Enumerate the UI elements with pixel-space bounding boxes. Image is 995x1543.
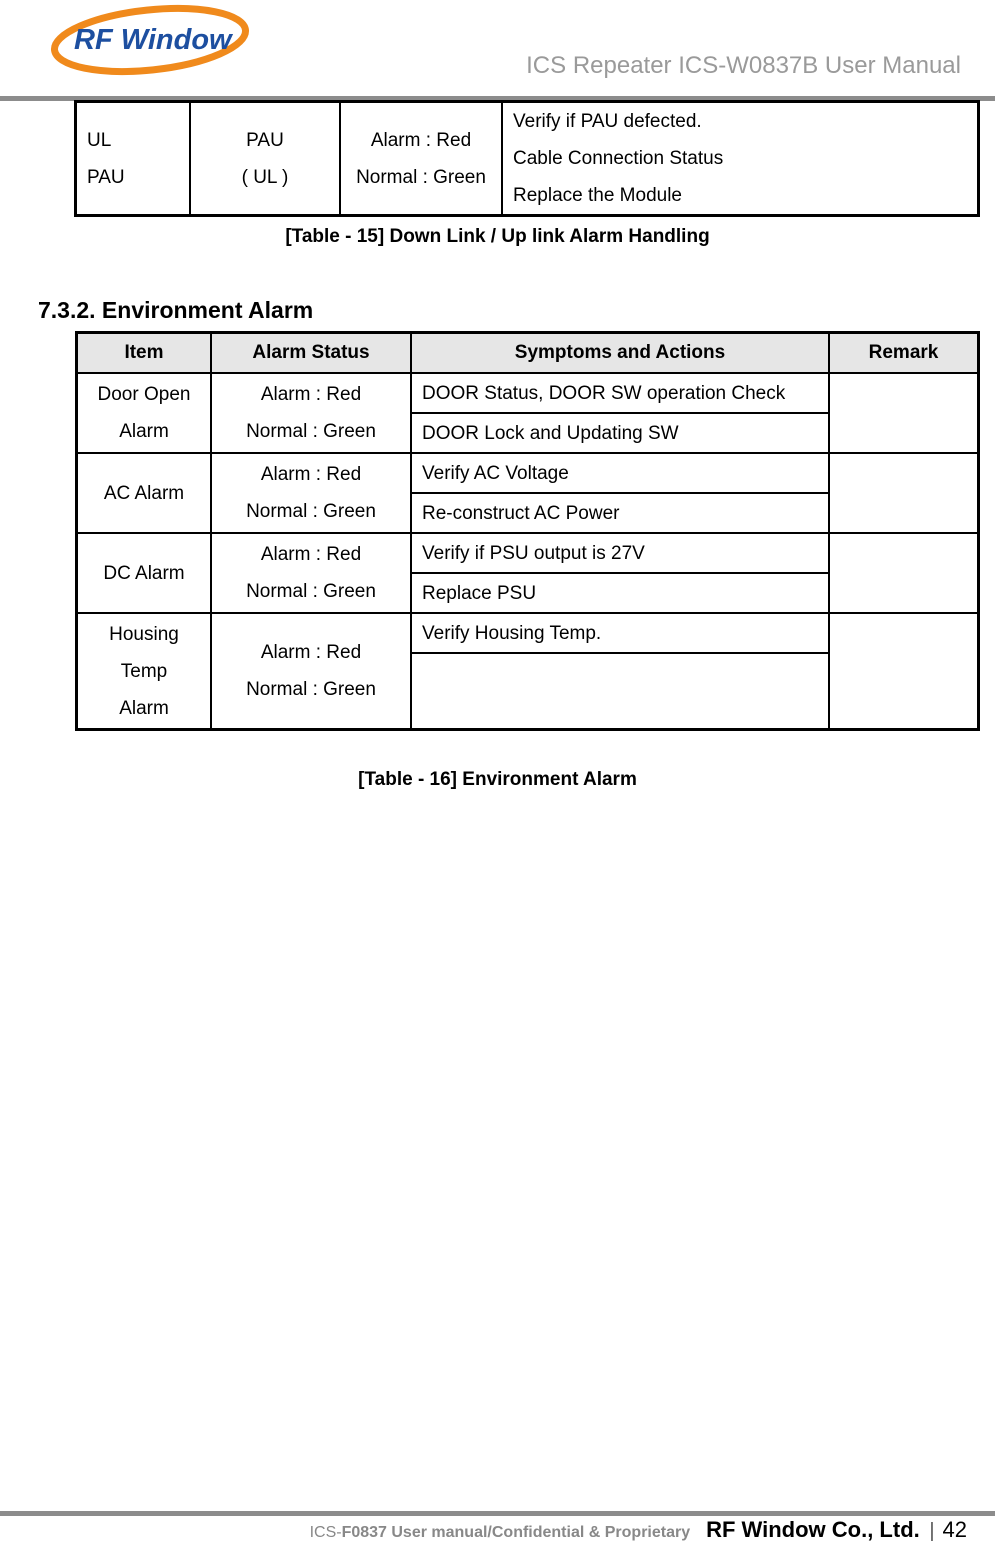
item-cell: Housing Temp Alarm bbox=[77, 613, 212, 730]
footer-separator: | bbox=[929, 1520, 935, 1542]
page-footer bbox=[310, 1517, 967, 1543]
footer-company: RF Window Co., Ltd. bbox=[706, 1517, 920, 1542]
status-cell: Alarm : Red Normal : Green bbox=[211, 453, 411, 533]
status-cell: Alarm : Red Normal : Green bbox=[211, 533, 411, 613]
footer-divider bbox=[0, 1511, 995, 1516]
action-cell: DOOR Status, DOOR SW operation Check bbox=[411, 373, 829, 413]
header-alarm-status: Alarm Status bbox=[211, 333, 411, 374]
header-item: Item bbox=[77, 333, 212, 374]
action-cell: Verify AC Voltage bbox=[411, 453, 829, 493]
actions-cell: Verify if PAU defected. Cable Connection Status Replace the Module bbox=[502, 102, 979, 216]
item-cell: DC Alarm bbox=[77, 533, 212, 613]
table-row bbox=[77, 453, 979, 493]
action-cell bbox=[411, 653, 829, 730]
rf-window-logo bbox=[50, 2, 255, 78]
table-row bbox=[77, 533, 979, 573]
remark-cell bbox=[829, 533, 979, 613]
header-row bbox=[77, 333, 979, 374]
item-cell: UL PAU bbox=[76, 102, 191, 216]
logo-text: RF Window bbox=[74, 24, 232, 56]
section-heading: 7.3.2. Environment Alarm bbox=[38, 297, 314, 323]
status-cell: PAU ( UL ) bbox=[190, 102, 340, 216]
action-cell: Verify if PSU output is 27V bbox=[411, 533, 829, 573]
header-remark: Remark bbox=[829, 333, 979, 374]
table-15-caption: [Table - 15] Down Link / Up link Alarm Handling bbox=[285, 226, 710, 247]
table-15 bbox=[74, 100, 980, 217]
action-cell: Re-construct AC Power bbox=[411, 493, 829, 533]
table-row bbox=[77, 613, 979, 653]
table-row bbox=[76, 102, 979, 216]
status-cell: Alarm : Red Normal : Green bbox=[211, 373, 411, 453]
action-cell: Replace PSU bbox=[411, 573, 829, 613]
table-16-caption: [Table - 16] Environment Alarm bbox=[358, 769, 637, 790]
action-cell: DOOR Lock and Updating SW bbox=[411, 413, 829, 453]
action-cell: Verify Housing Temp. bbox=[411, 613, 829, 653]
remark-cell bbox=[829, 613, 979, 730]
item-cell: AC Alarm bbox=[77, 453, 212, 533]
table-row bbox=[77, 373, 979, 413]
status-cell: Alarm : Red Normal : Green bbox=[211, 613, 411, 730]
page-number: 42 bbox=[942, 1517, 967, 1542]
remark-cell bbox=[829, 373, 979, 453]
item-cell: Door Open Alarm bbox=[77, 373, 212, 453]
remark-cell bbox=[829, 453, 979, 533]
table-16 bbox=[75, 331, 980, 731]
header-symptoms: Symptoms and Actions bbox=[411, 333, 829, 374]
footer-doc-id: ICS-F0837 User manual/Confidential & Proprietary bbox=[309, 1524, 691, 1541]
document-title: ICS Repeater ICS-W0837B User Manual bbox=[526, 52, 961, 79]
alarm-cell: Alarm : Red Normal : Green bbox=[340, 102, 502, 216]
